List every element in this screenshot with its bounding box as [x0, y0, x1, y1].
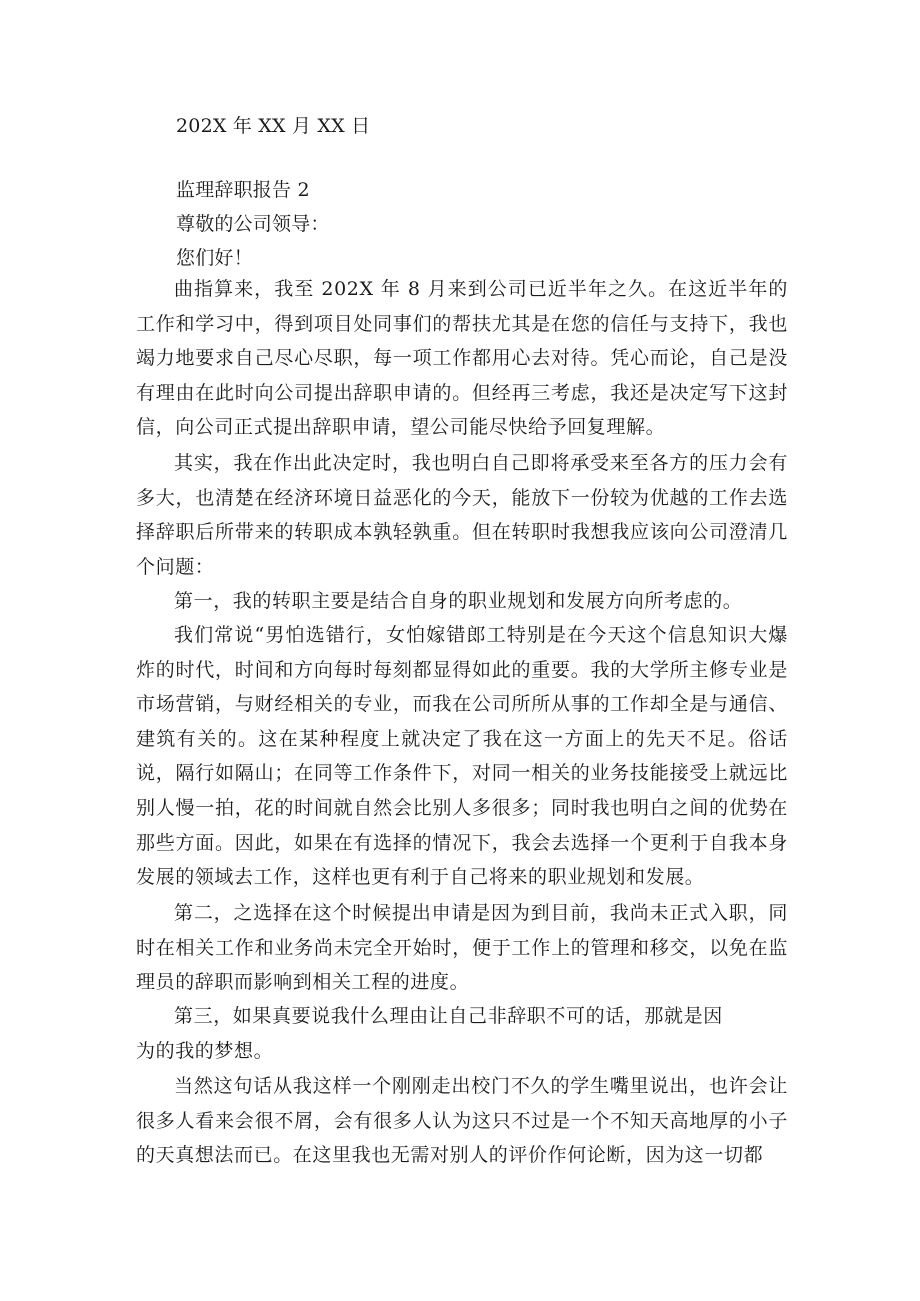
- paragraph-6-continued: 为的我的梦想。: [136, 1040, 274, 1062]
- paragraph-5: 第二，之选择在这个时候提出申请是因为到目前，我尚未正式入职，同时在相关工作和业务尚未完全开始时，便于工作上的管理和移交，以免在监理员的辞职而影响到相关工程的进度。: [136, 902, 788, 994]
- paragraph-1: 曲指算来，我至 202X 年 8 月来到公司已近半年之久。在这近半年的工作和学习中，得到项目处同事们的帮扶尤其是在您的信任与支持下，我也竭力地要求自己尽心尽职，每一项工作都用心去对待。凭心而论，自己是没有理由在此时向公司提出辞职申请的。但经再三考虑，我还是决定写下这封信，向公司正式提出辞职申请，望公司能尽快给予回复理解。: [136, 278, 788, 439]
- paragraph-2: 其实，我在作出此决定时，我也明白自己即将承受来至各方的压力会有多大，也清楚在经济环境日益恶化的今天，能放下一份较为优越的工作去选择辞职后所带来的转职成本孰轻孰重。但在转职时我想我应该向公司澄清几个问题：: [136, 452, 788, 578]
- greeting: 您们好！: [176, 247, 253, 269]
- paragraph-3: 第一，我的转职主要是结合自身的职业规划和发展方向所考虑的。: [174, 590, 743, 612]
- date-line: 202X 年 XX 月 XX 日: [176, 115, 371, 137]
- document-title: 监理辞职报告 2: [176, 179, 310, 201]
- paragraph-4: 我们常说“男怕选错行，女怕嫁错郎工特别是在今天这个信息知识大爆炸的时代，时间和方向每时每刻都显得如此的重要。我的大学所主修专业是市场营销，与财经相关的专业，而我在公司所所从事的工作却全是与通信、建筑有关的。这在某种程度上就决定了我在这一方面上的先天不足。俗话说，隔行如隔山；在同等工作条件下，对同一相关的业务技能接受上就远比别人慢一拍，花的时间就自然会比别人多很多；同时我也明白之间的优势在那些方面。因此，如果在有选择的情况下，我会去选择一个更利于自我本身发展的领域去工作，这样也更有利于自己将来的职业规划和发展。: [136, 624, 788, 889]
- paragraph-7: 当然这句话从我这样一个刚刚走出校门不久的学生嘴里说出，也许会让很多人看来会很不屑，会有很多人认为这只不过是一个不知天高地厚的小子的天真想法而已。在这里我也无需对别人的评价作何论断，因为这一切都: [136, 1075, 788, 1167]
- paragraph-6: 第三，如果真要说我什么理由让自己非辞职不可的话，那就是因: [174, 1005, 723, 1027]
- salutation: 尊敬的公司领导：: [176, 213, 330, 235]
